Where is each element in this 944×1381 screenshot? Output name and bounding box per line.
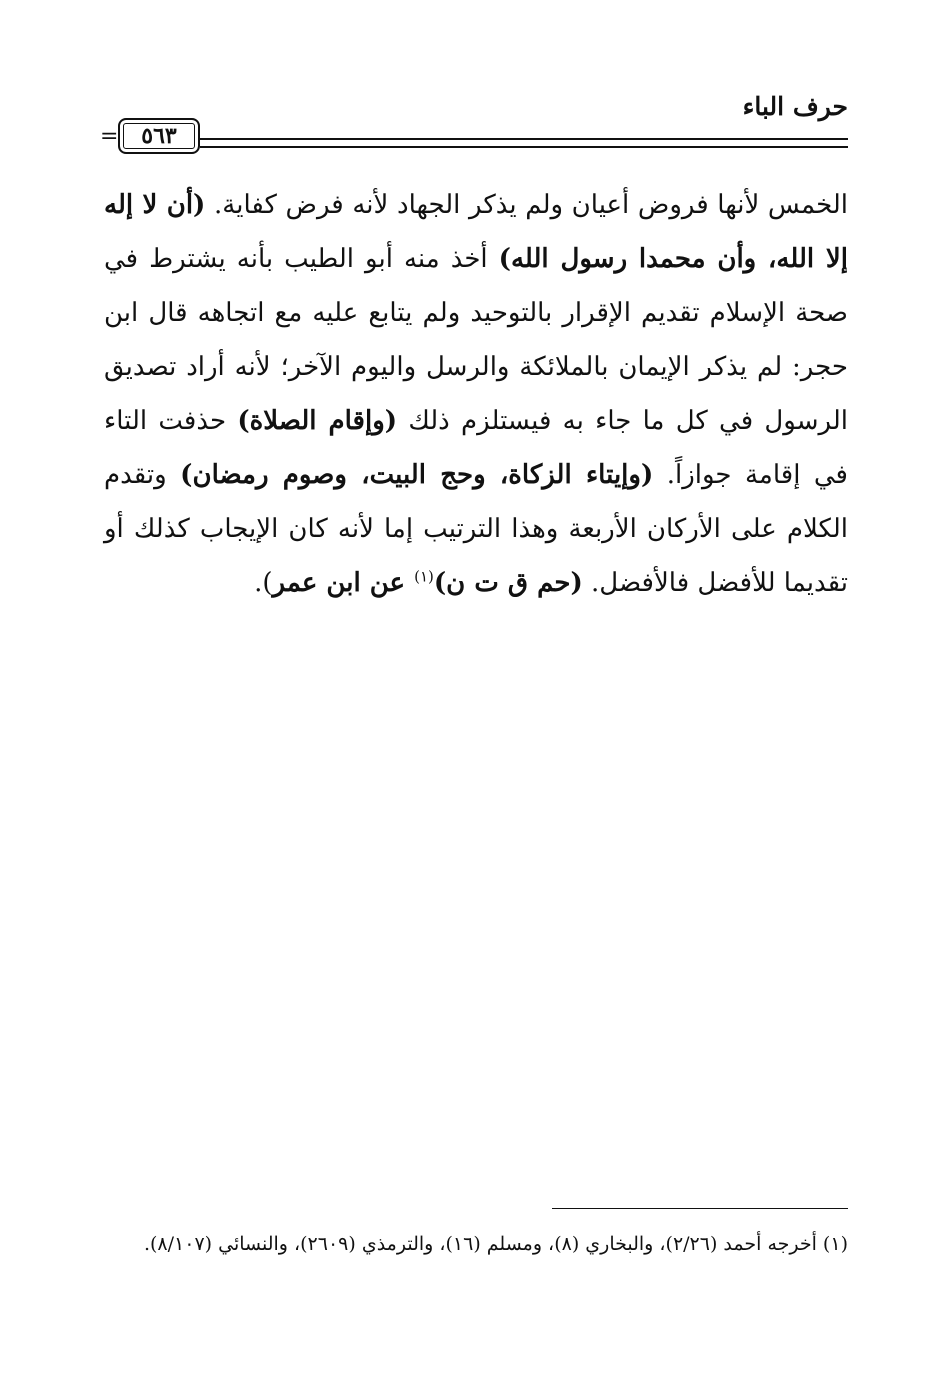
commentary-text: الخمس لأنها فروض أعيان ولم يذكر الجهاد لأنه فرض كفاية. xyxy=(205,190,849,220)
hadith-text: (وإقام الصلاة) xyxy=(237,406,398,436)
page-number: ٥٦٣ xyxy=(118,118,200,154)
commentary-text: ). xyxy=(254,568,273,598)
hadith-text: (حم ق ت ن) xyxy=(433,568,583,598)
footnote: (١) أخرجه أحمد (٢/٢٦)، والبخاري (٨)، ومسلم (١٦)، والترمذي (٢٦٠٩)، والنسائي (٨/١٠٧). xyxy=(143,1233,848,1255)
double-rule-line xyxy=(200,138,848,148)
footnote-reference: (١) xyxy=(414,567,434,586)
hadith-text: (وإيتاء الزكاة، وحج البيت، وصوم رمضان) xyxy=(180,460,654,490)
commentary-text: حذفت التاء في إقامة جوازاً. xyxy=(104,406,848,490)
body-paragraph xyxy=(104,178,848,610)
footnote-separator xyxy=(552,1208,848,1209)
hadith-text: (أن لا إله إلا الله، وأن محمدا رسول الله) xyxy=(104,190,848,274)
running-title: حرف الباء xyxy=(742,92,848,121)
commentary-text: أخذ منه أبو الطيب بأنه يشترط في صحة الإسلام تقديم الإقرار بالتوحيد ولم يتابع عليه مع اتجاهه قال ابن حجر: لم يذكر الإيمان بالملائكة والرسل واليوم الآخر؛ لأنه أراد تصديق الرسول في كل ما جاء به فيستلزم ذلك xyxy=(104,244,848,436)
header-rule xyxy=(100,118,848,156)
header-separator: = xyxy=(100,124,119,149)
hadith-text: عن ابن عمر xyxy=(272,568,415,598)
commentary-text: وتقدم الكلام على الأركان الأربعة وهذا الترتيب إما لأنه كان الإيجاب كذلك أو تقديما للأفضل فالأفضل. xyxy=(104,460,848,598)
